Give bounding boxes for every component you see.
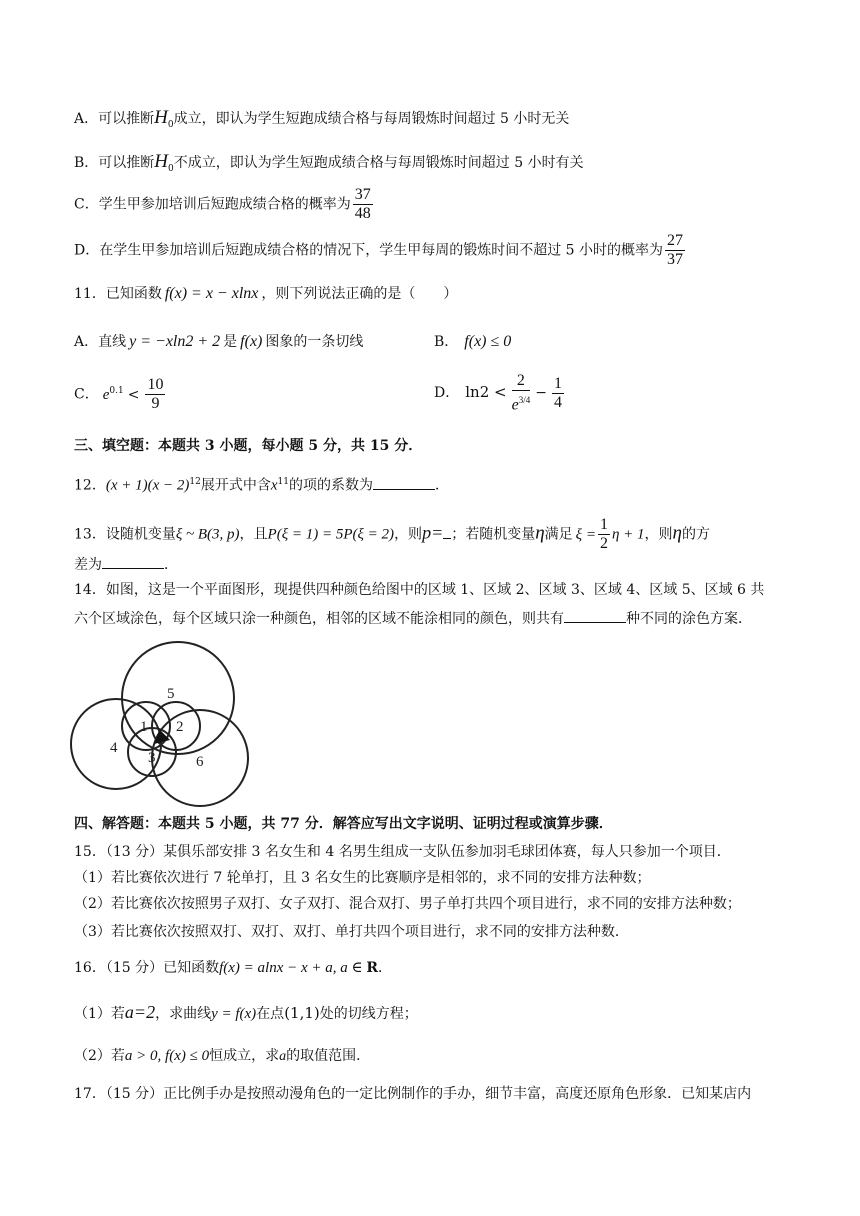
option-11a: A．直线 y = −xln2 + 2 是 f(x) 图象的一条切线 [74,333,364,350]
answer-blank[interactable] [564,608,626,623]
fraction: $\frac{1}{4}$ [553,374,562,411]
region-diagram [66,640,256,810]
question-15-stem: 15．（13 分）某俱乐部安排 3 名女生和 4 名男生组成一支队伍参加羽毛球团体赛，每人只参加一个项目． [74,844,731,860]
option-11b: B． f(x) ≤ 0 [434,333,512,350]
section-3-heading: 三、填空题：本题共 3 小题，每小题 5 分，共 15 分． [74,438,423,454]
region-label-4: 4 [110,740,118,756]
region-label-5: 5 [167,686,175,702]
question-15-part2: （2）若比赛依次按照男子双打、女子双打、混合双打、男子单打共四个项目进行，求不同的安排方法种数； [74,896,741,912]
option-10b: B．可以推断$H_0$不成立，即认为学生短跑成绩合格与每周锻炼时间超过 5 小时有关 [74,151,584,174]
question-11-stem: 11．已知函数 f(x) = x − xlnx ，则下列说法正确的是（ ） [74,285,458,302]
answer-blank[interactable] [373,475,435,490]
region-label-2: 2 [176,719,184,735]
question-14-line1: 14．如图，这是一个平面图形，现提供四种颜色给图中的区域 1、区域 2、区域 3、区域 4、区域 5、区域 6 共 [74,582,765,598]
fraction: $\frac{2}{e^{3/4}}$ [511,372,531,414]
fraction: $\frac{37}{48}$ [354,186,371,222]
fraction: $\frac{10}{9}$ [147,376,164,412]
answer-blank[interactable] [102,554,164,569]
question-14-line2: 六个区域涂色，每个区域只涂一种颜色，相邻的区域不能涂相同的颜色，则共有 种不同的涂色方案． [74,608,752,629]
question-16-part2: （2）若a > 0, f(x) ≤ 0恒成立，求a的取值范围． [74,1048,371,1064]
question-15-part3: （3）若比赛依次按照双打、双打、双打、单打共四个项目进行，求不同的安排方法种数． [74,924,629,940]
option-11c: C． $e^{0.1}$ < $\frac{10}{9}$ [74,376,164,412]
question-15-part1: （1）若比赛依次进行 7 轮单打，且 3 名女生的比赛顺序是相邻的，求不同的安排方法种数； [74,870,651,886]
question-16-part1: （1）若a=2，求曲线y = f(x)在点(1,1)处的切线方程； [74,1002,418,1022]
circle-region-5 [122,642,234,754]
question-12: 12．$(x + 1)(x - 2)^{12}$展开式中含$x^{11}$的项的系数为 ． [74,472,449,496]
region-label-3: 3 [148,750,156,766]
question-16-stem: 16．（15 分）已知函数f(x) = alnx − x + a, a ∈ R． [74,960,393,976]
option-11d: D． ln2 < $\frac{2}{e^{3/4}}$ − $\frac{1}{4}$ [434,372,562,414]
fraction: $\frac{1}{2}$ [599,516,608,552]
question-13-line2: 差为 ． [74,554,178,575]
section-4-heading: 四、解答题：本题共 5 小题，共 77 分．解答应写出文字说明、证明过程或演算步骤． [74,816,613,832]
question-17-stem: 17．（15 分）正比例手办是按照动漫角色的一定比例制作的手办，细节丰富，高度还原角色形象．已知某店内 [74,1086,752,1102]
option-10a: A．可以推断$H_0$成立，即认为学生短跑成绩合格与每周锻炼时间超过 5 小时无关 [74,107,570,130]
question-13-line1: 13．设随机变量ξ ~ B(3, p)，且P(ξ = 1) = 5P(ξ = 2)，则p= ；若随机变量η满足 ξ = $\frac{1}{2}$ η + 1，则η的方 [74,516,710,552]
region-label-1: 1 [140,719,148,735]
option-10c: C．学生甲参加培训后短跑成绩合格的概率为 $\frac{37}{48}$ [74,186,371,222]
region-label-6: 6 [196,754,204,770]
option-10d: D．在学生甲参加培训后短跑成绩合格的情况下，学生甲每周的锻炼时间不超过 5 小时的概率为 $\frac{27}{37}$ [74,232,684,268]
fraction: $\frac{27}{37}$ [667,232,684,268]
